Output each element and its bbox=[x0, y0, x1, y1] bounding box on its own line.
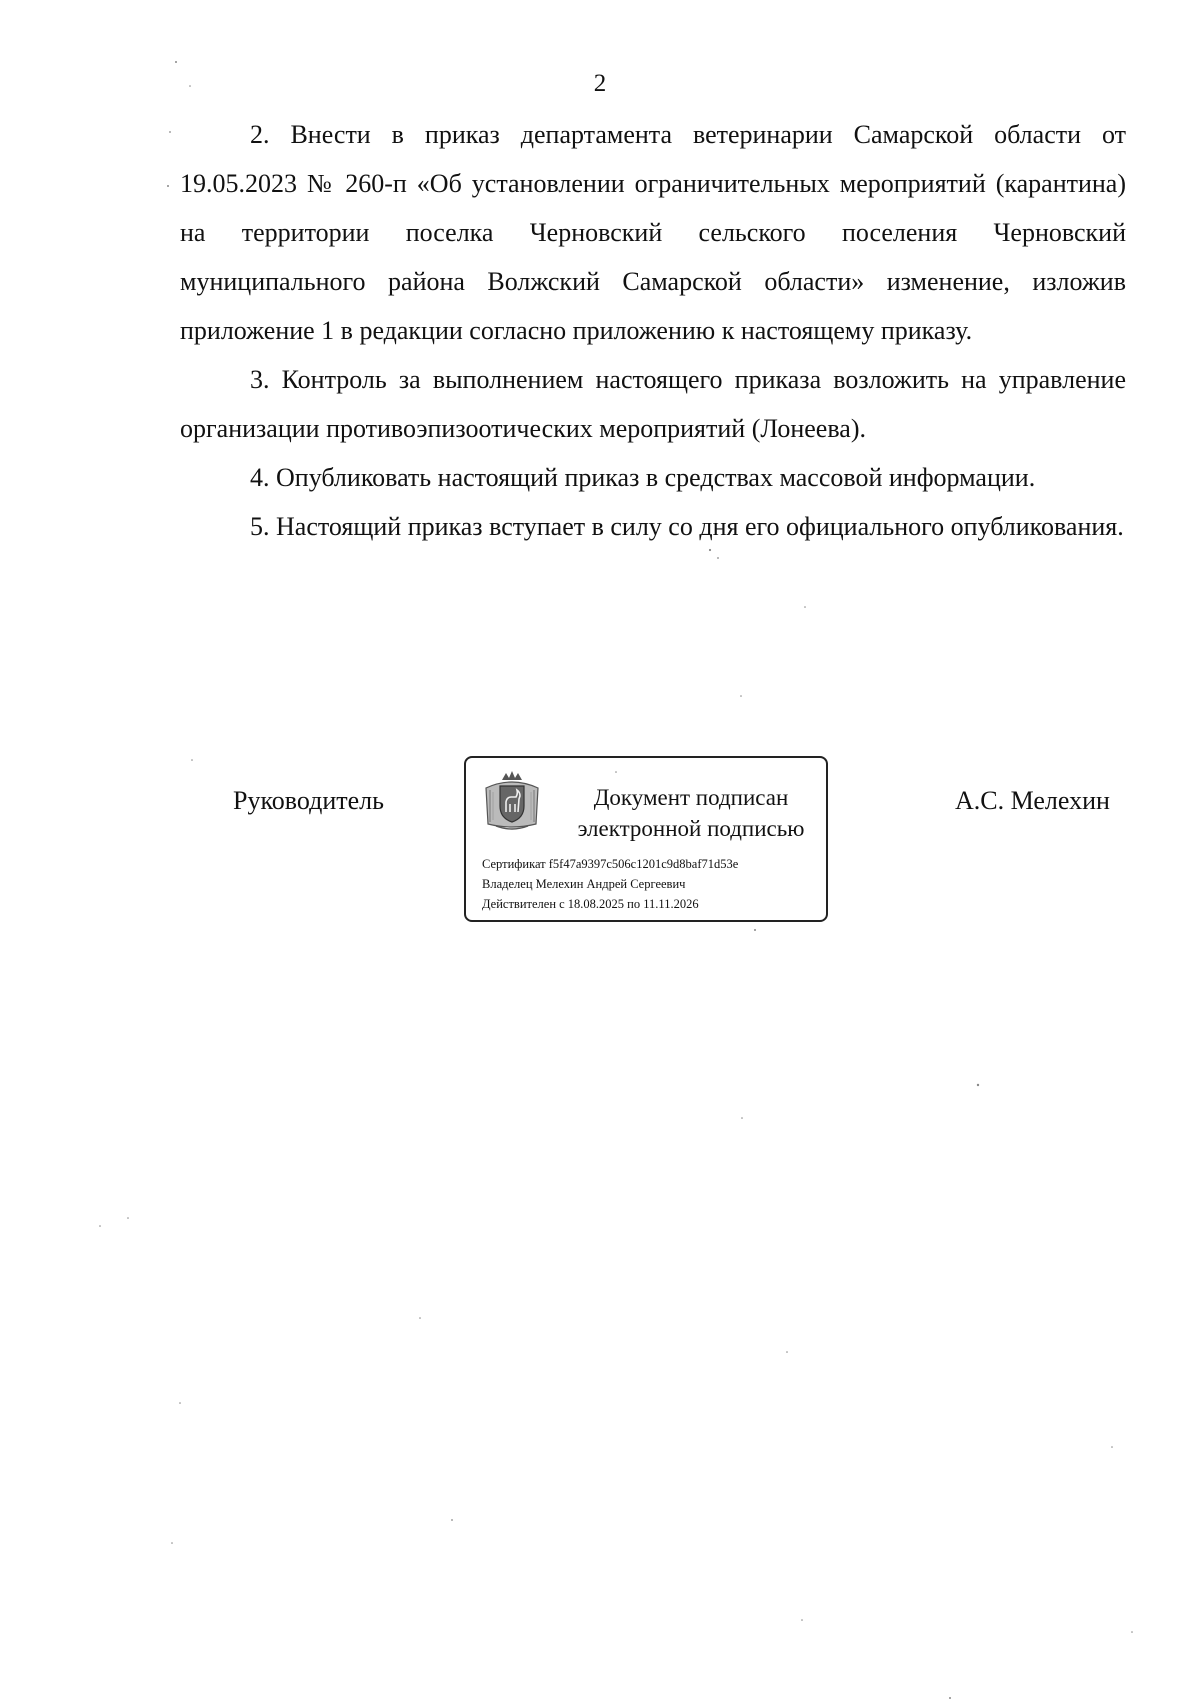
paragraph-item-2: 2. Внести в приказ департамента ветеринарии Самарской области от 19.05.2023 № 260-п «Об установлении ограничительных мероприятий (карантина) на территории поселка Черновский сельского поселения Черновский муниципального района Волжский Самарской области» изменение, изложив приложение 1 в редакции согласно приложению к настоящему приказу. bbox=[180, 120, 1126, 345]
stamp-details bbox=[482, 854, 822, 914]
certificate-number: Сертификат f5f47a9397c506c1201c9d8baf71d53e bbox=[482, 857, 739, 871]
page-number: 2 bbox=[593, 70, 607, 97]
certificate-validity: Действителен с 18.08.2025 по 11.11.2026 bbox=[482, 897, 699, 911]
certificate-owner: Владелец Мелехин Андрей Сергеевич bbox=[482, 877, 686, 891]
paragraph-item-5: 5. Настоящий приказ вступает в силу со дня его официального опубликования. bbox=[250, 512, 1124, 541]
stamp-heading bbox=[566, 782, 816, 844]
signer-position: Руководитель bbox=[233, 786, 384, 815]
signature-block bbox=[0, 756, 1200, 936]
signer-name: А.С. Мелехин bbox=[955, 786, 1110, 815]
paragraph-item-4: 4. Опубликовать настоящий приказ в средствах массовой информации. bbox=[250, 463, 1036, 492]
order-body bbox=[180, 110, 1126, 551]
stamp-heading-line-2: электронной подписью bbox=[577, 816, 805, 841]
stamp-heading-line-1: Документ подписан bbox=[593, 785, 789, 810]
coat-of-arms-icon bbox=[480, 768, 544, 832]
electronic-signature-stamp bbox=[464, 756, 828, 922]
paragraph-item-3: 3. Контроль за выполнением настоящего приказа возложить на управление организации противоэпизоотических мероприятий (Лонеева). bbox=[180, 365, 1126, 443]
